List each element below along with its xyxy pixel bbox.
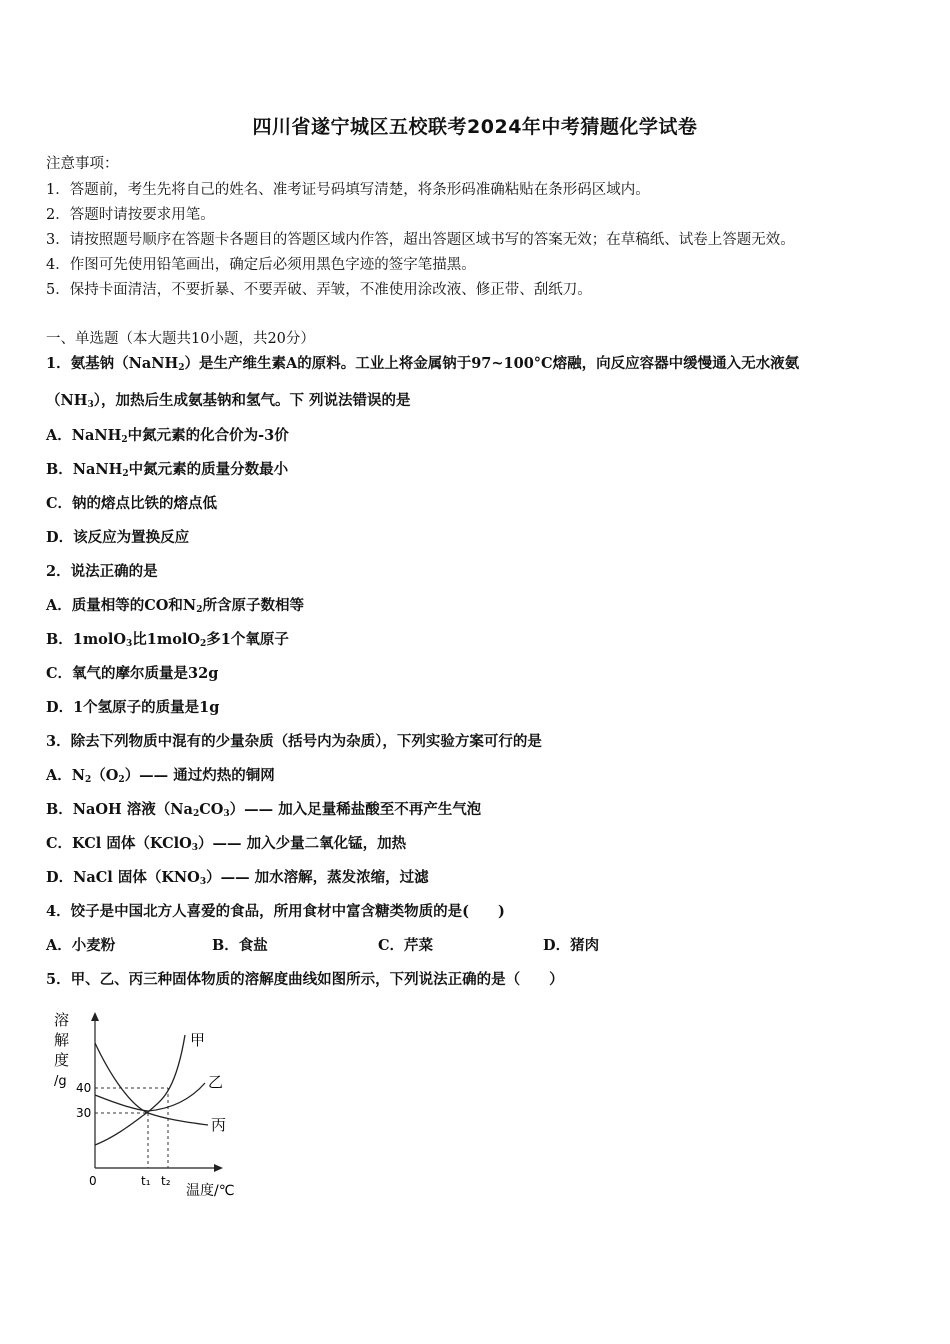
- y-label-char: 度: [54, 1051, 70, 1069]
- question-3-option-b: B．NaOH 溶液$(Na_2CO_3)——$ 加入足量稀盐酸至不再产生气泡: [46, 801, 482, 819]
- notice-item: 5．保持卡面清洁，不要折暴、不要弄破、弄皱，不准使用涂改液、修正带、刮纸刀。: [46, 282, 592, 298]
- series-label-yi: 乙: [208, 1073, 224, 1091]
- question-1-option-a: A．NaNH$_2$中氮元素的化合价为-3价: [46, 427, 289, 445]
- series-label-jia: 甲: [190, 1031, 206, 1049]
- question-5-stem: 5．甲、乙、丙三种固体物质的溶解度曲线如图所示，下列说法正确的是（ ）: [46, 971, 564, 988]
- question-1-option-b: B．NaNH$_2$中氮元素的质量分数最小: [46, 461, 289, 479]
- x-axis-label: 温度/℃: [186, 1183, 235, 1199]
- question-2-option-d: D．1个氢原子的质量是1g: [46, 699, 220, 716]
- question-1-option-d: D．该反应为置换反应: [46, 529, 190, 546]
- question-3-option-c: C．KCl 固体（KClO$_3$）—— 加入少量二氧化锰，加热: [46, 835, 407, 853]
- question-1-stem: 1．氨基钠（NaNH$_2$）是生产维生素A的原料。工业上将金属钠于97~100°C熔融，向反应容器中缓慢通入无水液氨: [46, 355, 800, 373]
- y-label-char: 溶: [54, 1011, 70, 1029]
- question-1-stem-cont: $(NH_3)$，加热后生成氨基钠和氢气。下 列说法错误的是: [46, 392, 411, 410]
- x-tick-label: t₁: [141, 1174, 151, 1188]
- question-2-stem: 2．说法正确的是: [46, 563, 158, 580]
- question-4-option-d: D．猪肉: [543, 937, 600, 954]
- notice-item: 2．答题时请按要求用笔。: [46, 207, 215, 223]
- question-4-option-c: C．芹菜: [378, 937, 434, 954]
- question-4-stem: 4．饺子是中国北方人喜爱的食品，所用食材中富含糖类物质的是( ): [46, 903, 505, 920]
- notice-item: 1．答题前，考生先将自己的姓名、准考证号码填写清楚，将条形码准确粘贴在条形码区域内。: [46, 182, 650, 198]
- question-3-option-d: D．NaCl 固体$(KNO_3)——$ 加水溶解，蒸发浓缩，过滤: [46, 869, 429, 887]
- y-label-char: 解: [54, 1031, 70, 1049]
- question-3-option-a: A．$N_2(O_2)——$ 通过灼热的铜网: [46, 767, 275, 785]
- question-2-option-a: A．质量相等的CO和$N_2$所含原子数相等: [46, 597, 304, 615]
- curve-bing: [95, 1043, 208, 1125]
- question-4-option-b: B．食盐: [212, 937, 268, 954]
- curve-jia: [95, 1035, 185, 1145]
- question-4-option-a: A．小麦粉: [46, 937, 116, 954]
- question-2-option-b: B．1molO$_3$比1molO$_2$多1个氧原子: [46, 631, 289, 649]
- y-axis-arrow: [91, 1012, 99, 1021]
- series-label-bing: 丙: [211, 1116, 227, 1134]
- y-tick-label: 40: [76, 1081, 92, 1095]
- solubility-chart: [40, 1005, 260, 1205]
- x-tick-label: t₂: [161, 1174, 171, 1188]
- notice-item: 3．请按照题号顺序在答题卡各题目的答题区域内作答，超出答题区域书写的答案无效；在草稿纸、试卷上答题无效。: [46, 232, 795, 248]
- page-title: 四川省遂宁城区五校联考2024年中考猜题化学试卷: [252, 116, 698, 138]
- curve-yi: [95, 1083, 205, 1111]
- x-axis-arrow: [214, 1164, 223, 1172]
- x-tick-label: 0: [89, 1174, 97, 1188]
- section-heading: 一、单选题（本大题共10小题，共20分）: [46, 331, 315, 347]
- notice-heading: 注意事项：: [46, 156, 119, 172]
- notice-item: 4．作图可先使用铅笔画出，确定后必须用黑色字迹的签字笔描黑。: [46, 257, 476, 273]
- question-2-option-c: C．氧气的摩尔质量是32g: [46, 665, 219, 682]
- question-1-option-c: C．钠的熔点比铁的熔点低: [46, 495, 218, 512]
- y-tick-label: 30: [76, 1106, 92, 1120]
- question-3-stem: 3．除去下列物质中混有的少量杂质（括号内为杂质），下列实验方案可行的是: [46, 733, 542, 750]
- y-label-char: /g: [54, 1074, 67, 1089]
